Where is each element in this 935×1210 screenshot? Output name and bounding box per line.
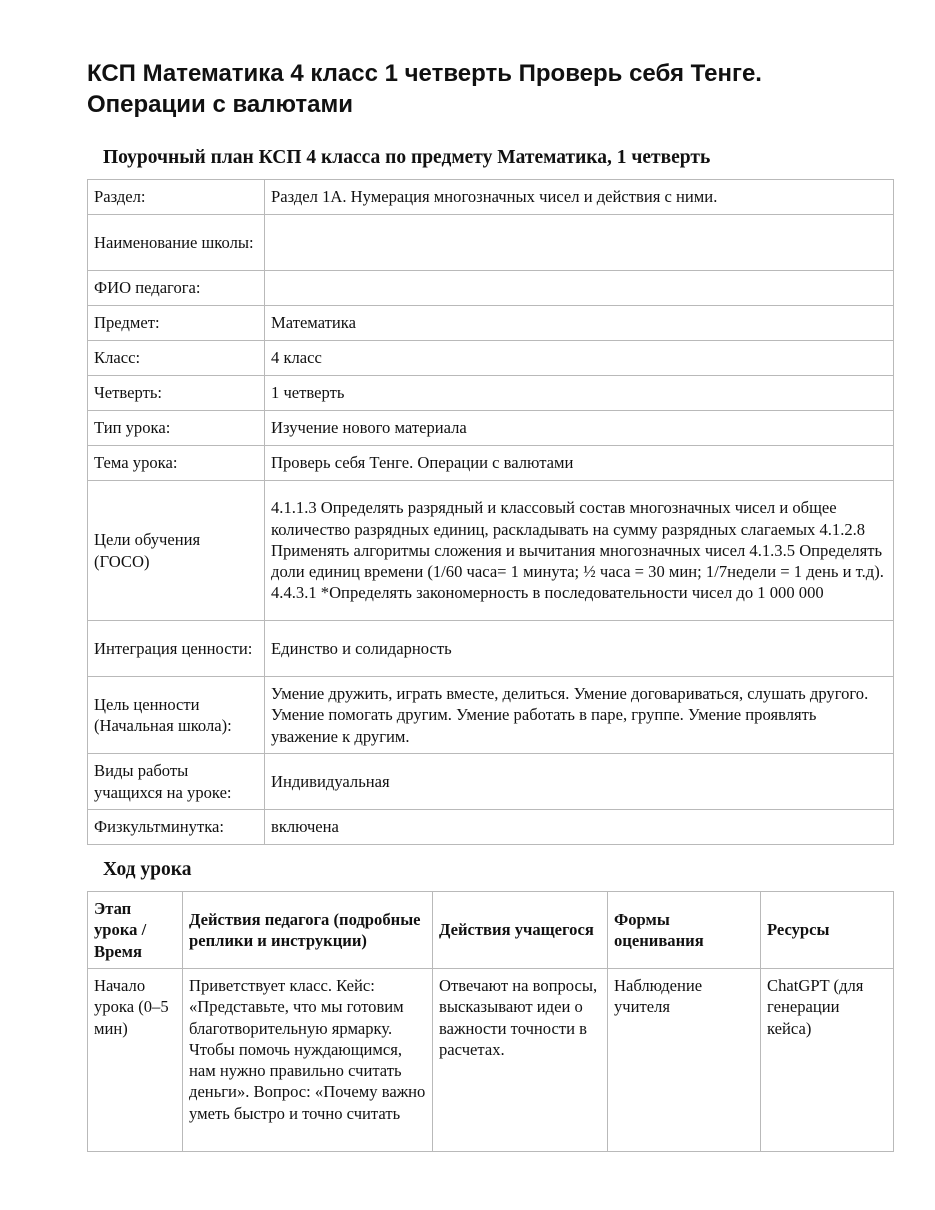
info-label: Цели обучения (ГОСО) bbox=[88, 481, 265, 621]
column-header-student-actions: Действия учащегося bbox=[433, 892, 608, 969]
info-value: Умение дружить, играть вместе, делиться. Умение договариваться, слушать другого. Умение помогать другим. Умение работать в паре, группе. Умение проявлять уважение к другим. bbox=[265, 677, 894, 754]
info-value: 4.1.1.3 Определять разрядный и классовый состав многозначных чисел и общее количество разрядных единиц, раскладывать на сумму разрядных слагаемых 4.1.2.8 Применять алгоритмы сложения и вычитания многозначных чисел 4.1.3.5 Определять доли единиц времени (1/60 часа= 1 минута; ½ часа = 30 мин; 1/7недели = 1 день и т.д). 4.4.3.1 *Определять закономерность в последовательности чисел до 1 000 000 bbox=[265, 481, 894, 621]
info-label: Интеграция ценности: bbox=[88, 621, 265, 677]
column-header-resources: Ресурсы bbox=[761, 892, 894, 969]
info-label: Виды работы учащихся на уроке: bbox=[88, 754, 265, 810]
table-row bbox=[88, 810, 894, 845]
table-row bbox=[88, 271, 894, 306]
lesson-course-table bbox=[87, 891, 894, 1152]
info-value: Математика bbox=[265, 306, 894, 341]
page-title: КСП Математика 4 класс 1 четверть Проверь себя Тенге. Операции с валютами bbox=[87, 60, 762, 118]
teacher-actions-cell: Приветствует класс. Кейс: «Представьте, что мы готовим благотворительную ярмарку. Чтобы помочь нуждающимся, нам нужно правильно считать деньги». Вопрос: «Почему важно уметь быстро и точно считать bbox=[183, 969, 433, 1152]
plan-heading: Поурочный план КСП 4 класса по предмету Математика, 1 четверть bbox=[103, 147, 711, 168]
info-label: Раздел: bbox=[88, 180, 265, 215]
column-header-stage: Этап урока / Время bbox=[88, 892, 183, 969]
info-value: Индивидуальная bbox=[265, 754, 894, 810]
info-value: 4 класс bbox=[265, 341, 894, 376]
column-header-teacher-actions: Действия педагога (подробные реплики и инструкции) bbox=[183, 892, 433, 969]
table-row bbox=[88, 754, 894, 810]
course-heading: Ход урока bbox=[103, 859, 192, 880]
table-row bbox=[88, 969, 894, 1152]
info-value: Единство и солидарность bbox=[265, 621, 894, 677]
stage-cell: Начало урока (0–5 мин) bbox=[88, 969, 183, 1152]
info-value: включена bbox=[265, 810, 894, 845]
table-row bbox=[88, 180, 894, 215]
table-row bbox=[88, 411, 894, 446]
info-label: Физкультминутка: bbox=[88, 810, 265, 845]
info-label: ФИО педагога: bbox=[88, 271, 265, 306]
info-value: 1 четверть bbox=[265, 376, 894, 411]
info-value: Проверь себя Тенге. Операции с валютами bbox=[265, 446, 894, 481]
table-row bbox=[88, 677, 894, 754]
info-value bbox=[265, 271, 894, 306]
info-label: Цель ценности (Начальная школа): bbox=[88, 677, 265, 754]
assessment-cell: Наблюдение учителя bbox=[608, 969, 761, 1152]
info-label: Четверть: bbox=[88, 376, 265, 411]
info-value: Раздел 1А. Нумерация многозначных чисел и действия с ними. bbox=[265, 180, 894, 215]
info-value: Изучение нового материала bbox=[265, 411, 894, 446]
resources-cell: ChatGPT (для генерации кейса) bbox=[761, 969, 894, 1152]
table-row bbox=[88, 621, 894, 677]
table-row bbox=[88, 215, 894, 271]
table-row bbox=[88, 446, 894, 481]
table-row bbox=[88, 306, 894, 341]
info-label: Тема урока: bbox=[88, 446, 265, 481]
info-label: Предмет: bbox=[88, 306, 265, 341]
table-row bbox=[88, 376, 894, 411]
info-label: Тип урока: bbox=[88, 411, 265, 446]
table-row bbox=[88, 481, 894, 621]
student-actions-cell: Отвечают на вопросы, высказывают идеи о важности точности в расчетах. bbox=[433, 969, 608, 1152]
info-label: Наименование школы: bbox=[88, 215, 265, 271]
table-header-row bbox=[88, 892, 894, 969]
info-value bbox=[265, 215, 894, 271]
lesson-info-table bbox=[87, 179, 894, 845]
table-row bbox=[88, 341, 894, 376]
column-header-assessment: Формы оценивания bbox=[608, 892, 761, 969]
info-label: Класс: bbox=[88, 341, 265, 376]
